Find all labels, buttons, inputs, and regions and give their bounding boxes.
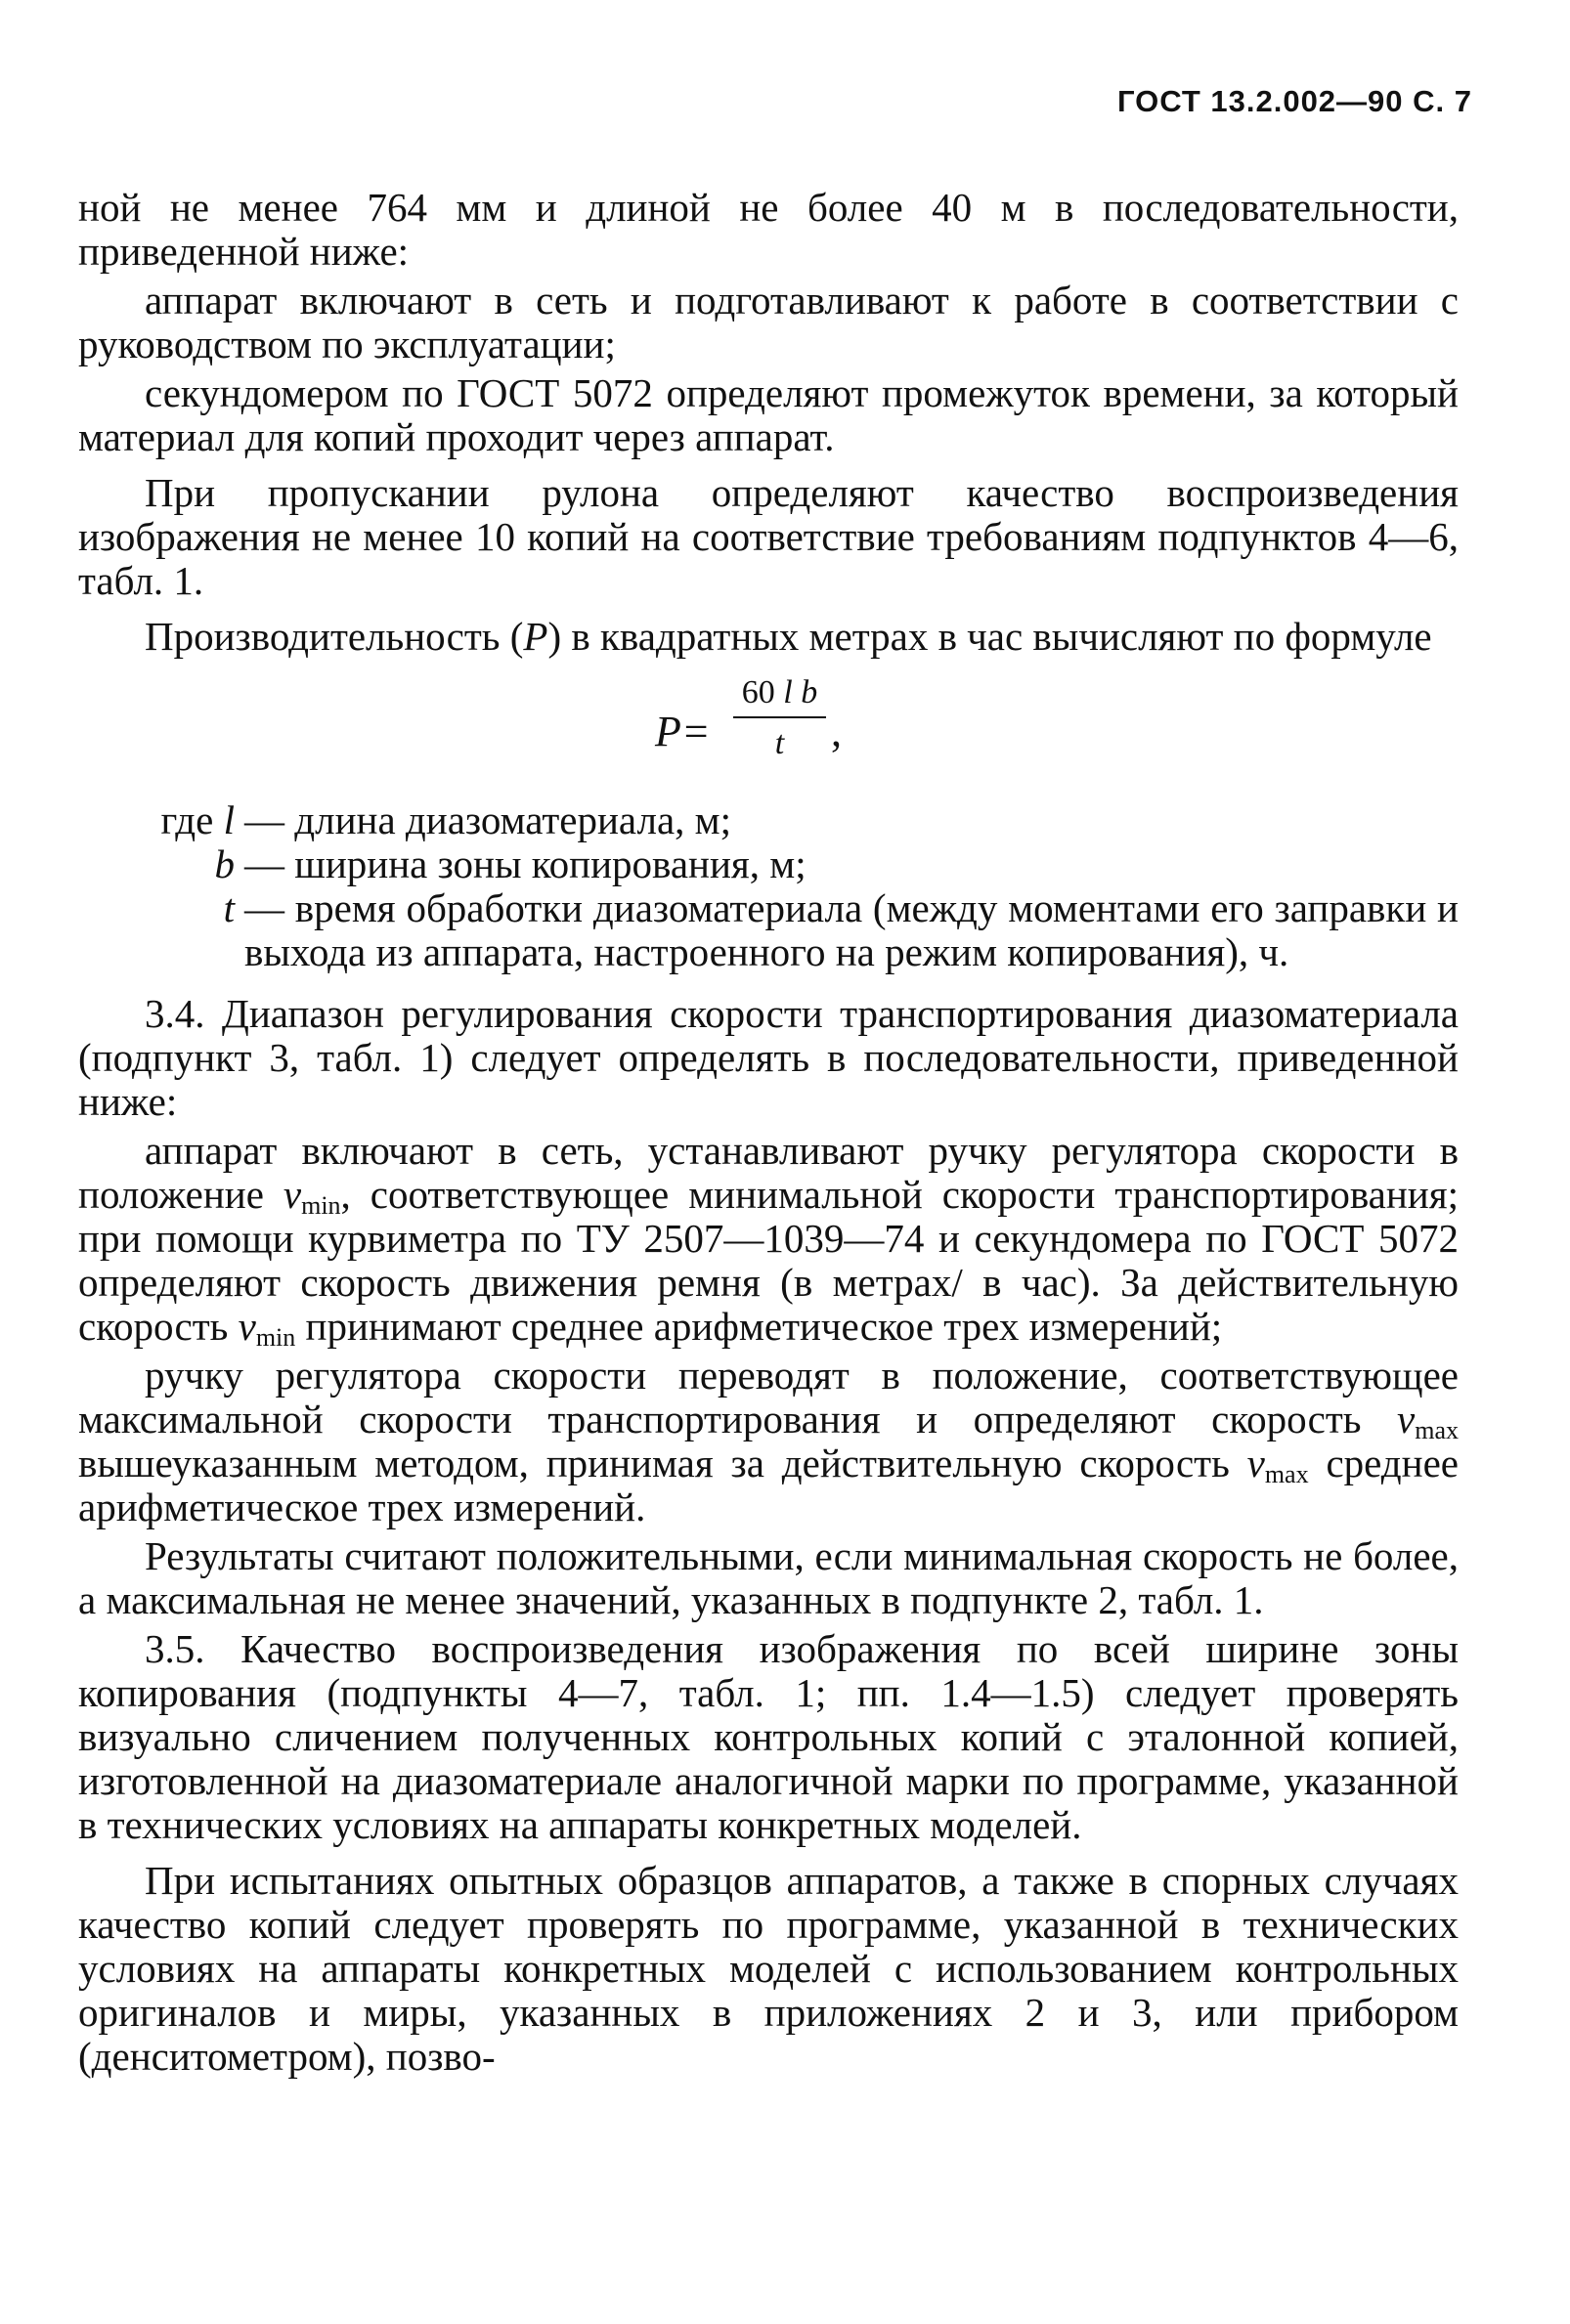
v-max-symbol: $v_{max}$ [1246, 1441, 1309, 1488]
formula-fraction-bar [733, 716, 826, 718]
definition-text-b: — ширина зоны копирования, м; [244, 841, 807, 886]
productivity-text-start: Производительность ( [145, 614, 524, 659]
max-speed-text-c: среднее арифметическое трех измерений. [78, 1441, 1459, 1529]
definition-t [78, 886, 1459, 974]
document-body [78, 186, 1459, 2079]
min-speed-text-b: , соответствующее минимальной скорости транспортирования; при помощи курвиметра по ТУ 2507—1039—74 и секундомера по ГОСТ 5072 определяют скорость движения ремня (в метрах/ в час). За действительную скорость [78, 1172, 1459, 1349]
definition-text-t: — время обработки диазоматериала (между моментами его заправки и выхода из аппарата, настроенного на режим копирования), ч. [244, 885, 1459, 974]
productivity-text-end: ) в квадратных метрах в час вычисляют по формуле [547, 614, 1432, 659]
section-3-4-step-max-speed [78, 1354, 1459, 1529]
page-header: ГОСТ 13.2.002—90 С. 7 [1116, 84, 1472, 118]
productivity-variable: P [523, 614, 548, 659]
formula-lhs: P= [655, 708, 711, 755]
min-speed-text-a: аппарат включают в сеть, устанавливают ручку регулятора скорости в положение [78, 1128, 1459, 1217]
definition-prefix: где [160, 797, 224, 842]
definition-symbol-l: l [223, 797, 235, 842]
formula-fraction [733, 673, 826, 763]
section-3-4-step-min-speed [78, 1128, 1459, 1352]
definition-text-l: — длина диазоматериала, м; [244, 797, 731, 842]
section-3-4-heading-paragraph: 3.4. Диапазон регулирования скорости транспортирования диазоматериала (подпункт 3, табл. 1) следует определять в последовательности, приведенной ниже: [78, 991, 1459, 1124]
formula-num-value: 60 [741, 674, 784, 710]
paragraph-productivity [78, 615, 1459, 659]
formula-numerator [733, 673, 826, 712]
formula-num-b: b [792, 674, 818, 710]
section-3-5-paragraph: 3.5. Качество воспроизведения изображения по всей ширине зоны копирования (подпункты 4—7, табл. 1; пп. 1.4—1.5) следует проверять визуально сличением полученных контрольных копий с эталонной копией, изготовленной на диазоматериале аналогичной марки по программе, указанной в технических условиях на аппараты конкретных моделей. [78, 1626, 1459, 1847]
definition-l [78, 798, 1459, 842]
formula-definitions [78, 798, 1459, 974]
definition-b [78, 842, 1459, 886]
formula-trailing-comma: , [831, 708, 842, 755]
v-min-symbol: $v_{min}$ [283, 1172, 341, 1220]
definition-symbol-b: b [214, 841, 235, 886]
v-min-symbol: $v_{min}$ [238, 1304, 296, 1352]
v-max-symbol: $v_{max}$ [1397, 1397, 1459, 1444]
max-speed-text-b: вышеуказанным методом, принимая за действительную скорость [78, 1441, 1247, 1485]
paragraph-step-stopwatch: секундомером по ГОСТ 5072 определяют промежуток времени, за который материал для копий проходит через аппарат. [78, 370, 1459, 459]
formula-denominator: t [774, 725, 785, 761]
definition-symbol-t: t [223, 885, 235, 930]
paragraph-continuation: ной не менее 764 мм и длиной не более 40 м в последовательности, приведенной ниже: [78, 185, 1459, 274]
section-3-4-results: Результаты считают положительными, если минимальная скорость не более, а максимальная не менее значений, указанных в подпункте 2, табл. 1. [78, 1533, 1459, 1622]
paragraph-step-power-on: аппарат включают в сеть и подготавливают к работе в соответствии с руководством по эксплуатации; [78, 278, 1459, 366]
paragraph-roll-quality: При пропускании рулона определяют качество воспроизведения изображения не менее 10 копий на соответствие требованиям подпунктов 4—6, табл. 1. [78, 470, 1459, 603]
section-3-5-testing-paragraph: При испытаниях опытных образцов аппаратов, а также в спорных случаях качество копий следует проверять по программе, указанной в технических условиях на аппараты конкретных моделей с использованием контрольных оригиналов и миры, указанных в приложениях 2 и 3, или прибором (денситометром), позво- [78, 1858, 1459, 2079]
productivity-formula [78, 668, 1459, 791]
max-speed-text-a: ручку регулятора скорости переводят в положение, соответствующее максимальной скорости транспортирования и определяют скорость [78, 1353, 1459, 1442]
formula-num-l: l [783, 674, 793, 710]
min-speed-text-c: принимают среднее арифметическое трех измерений; [295, 1304, 1223, 1349]
